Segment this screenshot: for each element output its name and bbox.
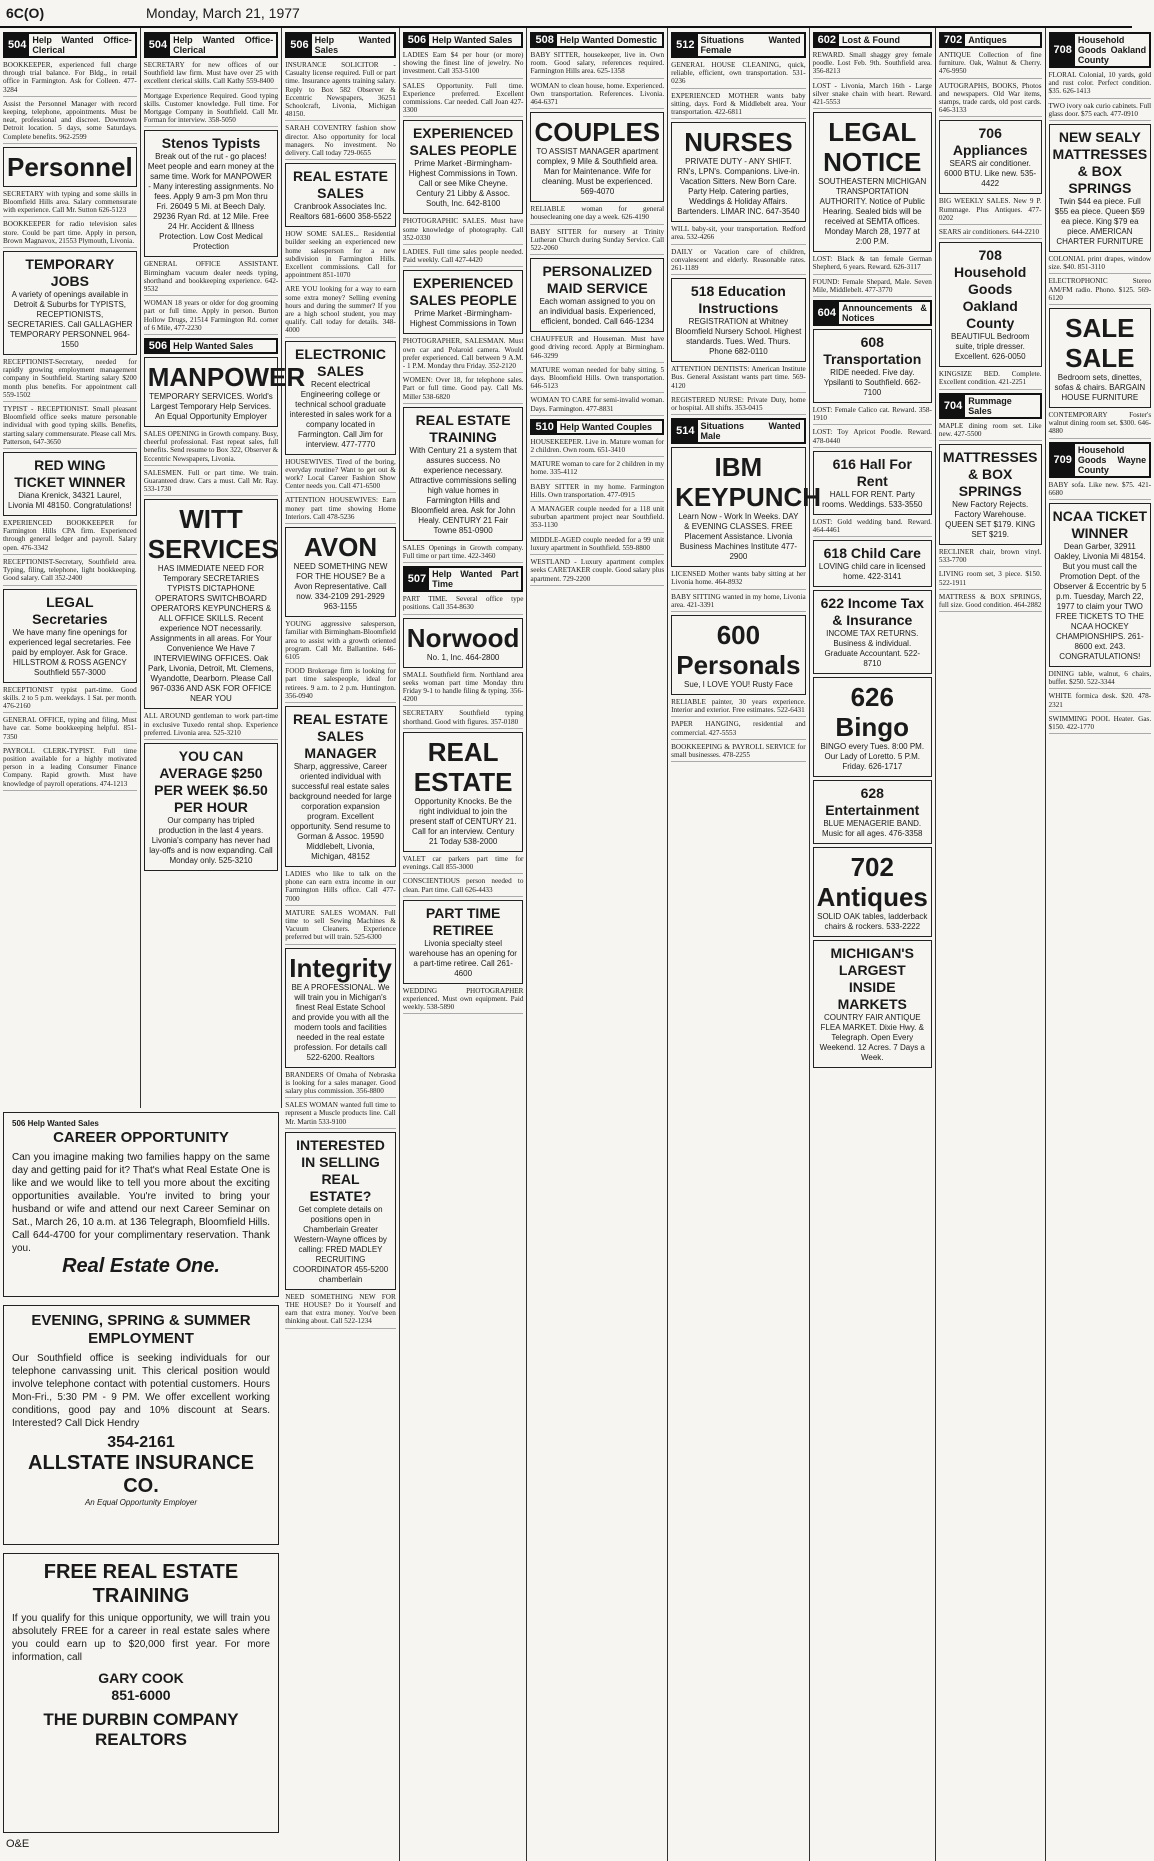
classified-ad: LADIES. Full time sales people needed. Paid weekly. Call 427-4420 (403, 248, 524, 267)
display-ad-body: Prime Market -Birmingham- Highest Commissions in Town (409, 309, 517, 329)
display-ad-headline: Stenos Typists (161, 135, 261, 152)
column-5 (527, 28, 668, 1861)
display-ad (285, 1132, 396, 1290)
section-number: 704 (941, 395, 965, 417)
section-header (285, 32, 396, 58)
display-ad-body: We have many fine openings for experienced legal secretaries. Fee paid by employer. Ask for Grace. HILLSTROM & ROSS AGENCY Southfield 557-3000 (8, 627, 131, 677)
display-ad (144, 499, 279, 709)
classified-ad: PAPER HANGING, residential and commercial. 427-5553 (671, 720, 806, 739)
classified-ad: SARAH COVENTRY fashion show director. Also opportunity for local managers. No investment. No delivery. Call today 729-0655 (285, 124, 396, 160)
allstate-tagline: An Equal Opportunity Employer (84, 1498, 198, 1507)
section-header (530, 419, 664, 435)
display-ad-headline: AVON (303, 532, 378, 563)
section-header (939, 393, 1042, 419)
display-ad-headline: REAL ESTATE TRAINING (415, 411, 511, 445)
display-ad-body: Prime Market -Birmingham- Highest Commissions in Town. Call or see Mike Cheyne. Century 21 Libby & Assoc. South, Inc. 642-8100 (408, 159, 518, 209)
footer-mark: O&E (6, 1838, 30, 1850)
display-ad-body: TO ASSIST MANAGER apartment complex, 9 Mile & Southfield area. Man for Maintenance. Wife for cleaning. Must be experienced. 569-4070 (536, 147, 659, 197)
classified-ad: TWO ivory oak curio cabinets. Full glass door. $75 each. 477-0910 (1049, 102, 1152, 121)
display-ad (813, 112, 932, 252)
display-ad-headline: YOU CAN AVERAGE $250 PER WEEK $6.50 PER HOUR (154, 748, 268, 816)
issue-date: Monday, March 21, 1977 (146, 5, 300, 21)
section-header (144, 338, 279, 354)
display-ad (3, 452, 137, 516)
page-number: 6C(O) (6, 5, 45, 21)
section-title: Household Goods Wayne County (1077, 444, 1147, 475)
display-ad-body: HALL FOR RENT. Party rooms. Weddings. 533-3550 (822, 489, 923, 509)
classified-ad: ATTENTION HOUSEWIVES: Earn money part time showing Home Interiors. Call 478-5236 (285, 496, 396, 524)
display-ad-body: RIDE needed. Five day. Ypsilanti to Southfield. 662-7100 (823, 368, 921, 398)
classified-ad: WOMEN: Over 18, for telephone sales. Part or full time. Good pay. Call Ms. Miller 538-6820 (403, 376, 524, 404)
display-ad (3, 589, 137, 683)
classified-ad: ARE YOU looking for a way to earn some extra money? Selling evening hours and during the summer? If you are a high school student, you may qualify. Call today for details. 348-4000 (285, 285, 396, 337)
allstate-phone: 354-2161 (107, 1434, 175, 1451)
column-2 (141, 28, 306, 1108)
display-ad (671, 278, 806, 362)
display-ad-headline: 618 Child Care (823, 545, 921, 562)
display-ad (939, 120, 1042, 194)
display-ad-body: A variety of openings available in Detroit & Suburbs for TYPISTS, RECEPTIONISTS, SECRETARIES. Call GALLAGHER TEMPORARY PERSONNEL 964-1550 (7, 290, 133, 350)
classified-ad: BIG WEEKLY SALES. New 9 P. Rummage. Plus Antiques. 477-0202 (939, 197, 1042, 225)
display-ad-body: INCOME TAX RETURNS. Business & individual. Graduate Accountant. 522-8710 (824, 629, 921, 669)
section-title: Help Wanted Part Time (432, 569, 519, 590)
display-ad-headline: MATTRESSES & BOX SPRINGS (942, 449, 1038, 500)
classified-ad: HOW SOME SALES... Residential builder seeking an experienced new home salesperson for a new subdivision in Farmington Hills. Excellent commissions. Call for appointment 851-1070 (285, 230, 396, 282)
display-ad (3, 251, 137, 355)
classified-ad: ATTENTION DENTISTS: American Institute Bus. General Assistant wants part time. 569-4120 (671, 365, 806, 393)
display-ad-headline: 608 Transportation (823, 334, 922, 368)
section-title: Household Goods Oakland County (1077, 35, 1147, 65)
section-header (3, 32, 137, 58)
display-ad-headline: REAL ESTATE SALES MANAGER (293, 710, 388, 761)
display-ad (144, 130, 279, 257)
display-ad-body: Opportunity Knocks. Be the right individual to join the present staff of CENTURY 21. Call for an interview. Century 21 Today 538-2000 (409, 796, 517, 846)
classified-ad: LOST - Livonia, March 16th - Large silver snake chain with heart. Reward. 421-5553 (813, 82, 932, 110)
display-ad-headline: Norwood (406, 622, 520, 653)
display-ad-body: Twin $44 ea piece. Full $55 ea piece. Queen $59 ea piece. King $79 ea piece. AMERICAN CHARTER FURNITURE (1054, 197, 1145, 247)
section-number: 506 (146, 340, 170, 352)
classified-ad: WESTLAND - Luxury apartment complex seeks CARETAKER couple. Good salary plus apartment. 729-2200 (530, 558, 664, 586)
section-number: 504 (146, 34, 170, 56)
section-header (403, 32, 524, 48)
classified-ad: BOOKKEEPER for radio television sales store. Could be part time. Apply in person, Brown Magnavox, 21553 Plymouth, Livonia. (3, 220, 137, 248)
display-ad-body: Get complete details on positions open in Chamberlain Greater Western-Wayne offices by calling: FRED MADLEY RECRUITING COORDINATOR 455-5200 chamberlain (292, 1204, 389, 1284)
section-title: Help Wanted Sales (314, 35, 391, 55)
display-ad (530, 258, 664, 332)
classified-ad: PAYROLL CLERK-TYPIST. Full time position available for a highly motivated person in a leading Consumer Finance Company. Rapid growth. Must have knowledge of payroll operations. 474-1213 (3, 747, 137, 791)
classified-ad: SALES Openings in Growth company. Full time or part time. 422-3460 (403, 544, 524, 563)
section-title: Help Wanted Sales (173, 341, 254, 352)
display-ad-headline: Integrity (289, 952, 392, 983)
display-ad-headline: NEW SEALY MATTRESSES & BOX SPRINGS (1052, 129, 1148, 197)
classified-ad: RECLINER chair, brown vinyl. 533-7700 (939, 548, 1042, 567)
display-ad-body: New Factory Rejects. Factory Warehouse. QUEEN SET $179. KING SET $219. (945, 500, 1036, 540)
classified-ad: WOMAN to clean house, home. Experienced. Own transportation. References. Livonia. 464-6371 (530, 82, 664, 110)
column-9 (1046, 28, 1154, 1861)
display-ad-headline: IBM KEYPUNCH (675, 452, 822, 513)
classified-ad: REWARD. Small shaggy grey female poodle. Lost Feb. 9th. Southfield area. 356-8213 (813, 51, 932, 79)
section-number: 506 (405, 34, 429, 46)
display-ad-headline: ELECTRONIC SALES (295, 345, 386, 379)
classified-ad: LADIES Earn $4 per hour (or more) showing the finest line of jewelry. No investment. Call 353-5100 (403, 51, 524, 79)
display-ad (813, 847, 932, 937)
display-ad-headline: 706 Appliances (952, 125, 1028, 159)
classified-ad: DINING table, walnut, 6 chairs, buffet. $250. 522-3344 (1049, 670, 1152, 689)
classified-ad: SALES Opportunity. Full time. Experience preferred. Excellent commissions. Car needed. Call Joan 427-3300 (403, 82, 524, 118)
display-ad-headline: EXPERIENCED SALES PEOPLE (409, 125, 517, 159)
display-ad (285, 527, 396, 617)
display-ad (813, 451, 932, 515)
display-ad-body: SEARS air conditioner. 6000 BTU. Like new. 535-4422 (944, 159, 1037, 189)
section-number: 604 (815, 302, 839, 324)
classified-ad: MIDDLE-AGED couple needed for a 99 unit luxury apartment in Southfield. 559-8800 (530, 536, 664, 555)
section-header (1049, 32, 1152, 68)
display-ad-headline: PERSONALIZED MAID SERVICE (542, 263, 653, 297)
display-ad-body: Cranbrook Associates Inc. Realtors 681-6600 358-5522 (289, 202, 392, 222)
display-ad-body: Diana Krenick, 34321 Laurel, Livonia MI 48150. Congratulations! (8, 491, 132, 511)
display-ad-body: LOVING child care in licensed home. 422-3141 (818, 562, 926, 582)
display-ad-body: BE A PROFESSIONAL. We will train you in Michigan's finest Real Estate School and provide you with all the modern tools and facilities needed in the real estate profession. For details call 522-6200. Realtors (291, 982, 390, 1062)
classified-ad: BABY SITTING wanted in my home, Livonia area. 421-3391 (671, 593, 806, 612)
display-ad-body: With Century 21 a system that assures success. No experience necessary. Attractive commissions selling high value homes in Farmington Hills and Bloomfield area. Ask for John Healy. CENTURY 21 Fair Towne 851-0900 (409, 445, 517, 535)
section-number: 709 (1051, 444, 1075, 476)
display-ad-body: Break out of the rut - go places! Meet people and earn money at the same time. Work for MANPOWER - Many interesting assignments. No fees. Apply 9 am-3 pm Mon thru Fri. 26049 5 Mi. at Beech Daly. 29236 Ryan Rd. at 12 Mile. Free 24 Hr. Accident & Illness Protection. Low Cost Medical Protection (147, 152, 275, 252)
section-header (939, 32, 1042, 48)
display-ad-body: Our company has tripled production in the last 4 years. Livonia's company has never had lay-offs and is now expanding. Call Monday only. 525-3210 (149, 816, 273, 866)
real-estate-one-logo: Real Estate One. (62, 1255, 220, 1277)
career-section-label: 506 Help Wanted Sales (12, 1119, 99, 1128)
classified-ad: INSURANCE SOLICITOR - Casualty license required. Full or part time. Insurance agents training salary. Reply to Box 582 Observer & Eccentric Newspapers, 36251 Schoolcraft, Livonia, Michigan 48150. (285, 61, 396, 121)
classified-ad: WEDDING PHOTOGRAPHER experienced. Must own equipment. Paid weekly. 538-5890 (403, 987, 524, 1015)
section-header (813, 300, 932, 326)
classified-ad: GENERAL HOUSE CLEANING, quick, reliable, efficient, own transportation. 531-0236 (671, 61, 806, 89)
classified-ad: ELECTROPHONIC Stereo AM/FM radio. Phono. $125. 569-6120 (1049, 277, 1152, 305)
classified-ad: A MANAGER couple needed for a 118 unit suburban apartment project near Southfield. 353-1130 (530, 505, 664, 533)
classified-ad: WILL baby-sit, your transportation. Redford area. 532-4266 (671, 225, 806, 244)
classified-ad: ALL AROUND gentleman to work part-time in exclusive Tuxedo rental shop. Experience preferred. Livonia area. 525-3210 (144, 712, 279, 740)
section-title: Situations Wanted Male (700, 421, 801, 442)
display-ad-body: REGISTRATION at Whitney Bloomfield Nursery School. Highest standards. Tues. Wed. Thurs. Phone 682-0110 (675, 317, 802, 357)
display-ad-body: Livonia specialty steel warehouse has an opening for a part-time retiree. Call 261-4600 (409, 938, 517, 978)
display-ad-headline: PART TIME RETIREE (425, 904, 501, 938)
display-ad (403, 618, 524, 668)
column-1 (0, 28, 141, 1108)
classified-ad: LOST: Toy Apricot Poodle. Reward. 478-0440 (813, 428, 932, 447)
classified-ad: MATURE woman to care for 2 children in my home. 335-4112 (530, 460, 664, 479)
display-ad-body: Learn Now - Work In Weeks. DAY & EVENING CLASSES. FREE Placement Assistance. Livonia Business Machines Institute 477-2900 (678, 512, 799, 562)
section-title: Antiques (968, 35, 1007, 45)
classified-ad: WHITE formica desk. $20. 478-2321 (1049, 692, 1152, 711)
classified-ad: RECEPTIONIST-Secretary, needed for rapidly growing employment management company in Southfield. Starting salary $200 month plus benefits. For appointment call 559-1502 (3, 358, 137, 402)
display-ad (813, 540, 932, 587)
display-ad (144, 743, 279, 871)
classified-ad: PHOTOGRAPHER, SALESMAN. Must own car and Polaroid camera. Would prefer experienced. Call between 9 A.M. - 1 P.M. Monday thru Friday. 352-2120 (403, 337, 524, 373)
display-ad (285, 341, 396, 455)
section-title: Help Wanted Couples (559, 421, 652, 432)
display-ad-body: TEMPORARY SERVICES. World's Largest Temporary Help Services. An Equal Opportunity Employer (149, 392, 273, 422)
classified-ad: FOOD Brokerage firm is looking for part time salespeople, ideal for retirees. 9 a.m. to 2 p.m. Huntington. 356-0940 (285, 667, 396, 703)
section-number: 510 (532, 421, 556, 433)
classified-ad: BABY SITTER for nursery at Trinity Lutheran Church during Sunday Service. Call 522-2060 (530, 228, 664, 256)
display-ad (3, 147, 137, 187)
classified-ad: RELIABLE woman for general housecleaning one day a week. 626-4190 (530, 205, 664, 224)
classified-ad: EXPERIENCED BOOKKEEPER for Farmington Hills CPA firm. Experienced through general ledger and payroll. Salary open. 476-3342 (3, 519, 137, 555)
display-ad-body: BEAUTIFUL Bedroom suite, triple dresser. Excellent. 626-0050 (950, 332, 1030, 362)
display-ad-body: BLUE MENAGERIE BAND. Music for all ages. 476-3358 (822, 819, 923, 839)
classified-ad: BOOKKEEPING & PAYROLL SERVICE for small businesses. 478-2255 (671, 743, 806, 762)
classified-ad: RECEPTIONIST-Secretary, Southfield area. Typing, filing, telephone, light bookkeeping. Good salary. Call 352-2400 (3, 558, 137, 586)
classified-ad: RECEPTIONIST typist part-time. Good skills. 2 to 5 p.m. weekdays. 1 Sat. per month. 476-2160 (3, 686, 137, 714)
display-ad-headline: 702 Antiques (816, 852, 928, 913)
display-ad-body: Sue, I LOVE YOU! Rusty Face (683, 680, 793, 690)
classified-ad: Mortgage Experience Required. Good typing skills. Customer knowledge. Full time. For Mortgage Company in Southfield. Call Mr. Forman for interview. 358-5050 (144, 92, 279, 128)
section-title: Help Wanted Sales (432, 35, 513, 45)
career-body: Can you imagine making two families happy on the same day and getting paid for it? That's what Real Estate One is like and we would like to tell you more about the exciting opportunities available. You're invited to bring your husband or wife and attend our next Career Seminar on Sat., March 26, 10 a.m. at 136 Telegraph, Bloomfield Hills. Call 644-4700 for your complimentary reservation. Thank you. (12, 1152, 270, 1254)
classified-ad: BABY SITTER in my home. Farmington Hills. Own transportation. 477-0915 (530, 483, 664, 502)
display-ad (530, 112, 664, 202)
classified-ad: LICENSED Mother wants baby sitting at her Livonia home. 464-8932 (671, 570, 806, 589)
section-number: 504 (5, 34, 29, 56)
classified-ad: YOUNG aggressive salesperson, familiar with Birmingham-Bloomfield area to assist with a growth oriented program. Call Mr. Ballantine. 646-6105 (285, 620, 396, 664)
career-opportunity-ad (3, 1112, 279, 1297)
display-ad-headline: REAL ESTATE SALES (293, 168, 388, 202)
display-ad (285, 163, 396, 227)
column-3 (282, 28, 400, 1861)
section-header (671, 418, 806, 444)
section-title: Announcements & Notices (842, 303, 927, 324)
classified-ad: LOST: Gold wedding band. Reward. 464-4461 (813, 518, 932, 537)
classified-ad: LADIES who like to talk on the phone can earn extra income in our Farmington Hills office. Call 477-7000 (285, 870, 396, 906)
display-ad-headline: LEGAL Secretaries (32, 593, 108, 627)
section-number: 708 (1051, 34, 1075, 66)
allstate-ad (3, 1305, 279, 1545)
classified-ad: SWIMMING POOL Heater. Gas. $150. 422-1770 (1049, 715, 1152, 734)
display-ad-headline: 628 Entertainment (825, 785, 920, 819)
display-ad-body: Sharp, aggressive, Career oriented individual with successful real estate sales background needed for large corporation expansion program. Excellent opportunity. Send resume to Gorman & Assoc. 19590 Middlebelt, Livonia, Michigan, 48152 (289, 761, 392, 861)
section-header (144, 32, 279, 58)
section-title: Rummage Sales (968, 395, 1012, 416)
section-title: Lost & Found (842, 35, 900, 45)
classified-ad: SMALL Southfield firm. Northland area seeks woman part time Monday thru Friday 9-1 to handle filing & typing. 356-4200 (403, 671, 524, 707)
classified-ad: HOUSEWIVES. Tired of the boring, everyday routine? Want to get out & work? Local Career Fashion Show Center needs you. Call 471-6500 (285, 458, 396, 494)
display-ad-body: COUNTRY FAIR ANTIQUE FLEA MARKET. Dixie Hwy. & Telegraph. Open Every Weekend. 12 Acres. 7 Days a Week. (819, 1013, 925, 1063)
classified-ad: MATURE SALES WOMAN. Full time to sell Sewing Machines & Vacuum Cleaners. Experience preferred but will train. 525-6300 (285, 909, 396, 945)
column-8 (936, 28, 1046, 1861)
display-ad-headline: RED WING TICKET WINNER (14, 457, 126, 491)
section-header (530, 32, 664, 48)
display-ad-body: HAS IMMEDIATE NEED FOR Temporary SECRETARIES TYPISTS DICTAPHONE OPERATORS SWITCHBOARD OPERATORS KEYPUNCHERS & ALL OFFICE SKILLS. Recent experience NOT necessarily. Assignments in all areas. For Your Convenience We Have 7 INTERVIEWING OFFICES. Oak Park, Livonia, Detroit, Mt. Clemens, Wyandotte, Dearborn. Please Call 967-0336 AND ASK FOR OFFICE NEAR YOU (148, 564, 274, 704)
display-ad (1049, 308, 1152, 408)
display-ad (813, 329, 932, 403)
display-ad-body: SOUTHEASTERN MICHIGAN TRANSPORTATION AUTHORITY. Notice of Public Hearing. Sealed bids will be received at SEMTA offices. Monday March 28, 1977 at 2:00 P.M. (818, 177, 927, 247)
display-ad (144, 357, 306, 427)
display-ad-body: No. 1, Inc. 464-2800 (426, 652, 500, 662)
display-ad-headline: 600 Personals (676, 620, 801, 681)
classified-ad: SECRETARY for new offices of our Southfield law firm. Must have over 25 with excellent clerical skills. Call Kathy 559-8400 (144, 61, 279, 89)
display-ad (671, 447, 822, 567)
section-title: Help Wanted Domestic (559, 35, 657, 45)
section-number: 508 (532, 34, 556, 46)
display-ad (1049, 124, 1152, 252)
classified-ad: TYPIST - RECEPTIONIST. Small pleasant Bloomfield office seeks mature personable individual with good typing skills. Benefits, starting salary commensurate. Please call Mrs. Patterson, 647-3650 (3, 405, 137, 449)
display-ad (813, 780, 932, 844)
classified-ad: LOST: Female Calico cat. Reward. 358-1910 (813, 406, 932, 425)
display-ad-headline: 518 Education Instructions (690, 283, 786, 317)
display-ad (285, 948, 396, 1068)
display-ad-headline: REAL ESTATE (413, 736, 513, 797)
display-ad-body: Recent electrical Engineering college or technical school graduate interested in sales work for a company located in Farmington. Call Jim for interview. 477-7770 (289, 379, 392, 449)
classified-ad: MATURE woman needed for baby sitting. 5 days. Bloomfield Hills. Own transportation. 646-5123 (530, 366, 664, 394)
classified-ad: SECRETARY with typing and some skills in Bloomfield Hills area. Salary commensurate with experience. Call Mr. Sutton 626-5123 (3, 190, 137, 218)
classified-ad: GENERAL OFFICE ASSISTANT. Birmingham vacuum dealer needs typing, shorthand and bookkeeping experience. 642-9532 (144, 260, 279, 296)
display-ad-headline: SALE SALE (1065, 313, 1135, 374)
display-ad (939, 444, 1042, 545)
section-title: Situations Wanted Female (700, 35, 801, 55)
section-header (1049, 442, 1152, 478)
display-ad-headline: EXPERIENCED SALES PEOPLE (409, 275, 517, 309)
durbin-phone: 851-6000 (111, 1687, 171, 1703)
classified-ad: GENERAL OFFICE, typing and filing. Must have car. Some bookkeeping helpful. 851-7350 (3, 716, 137, 744)
classified-ad: EXPERIENCED MOTHER wants baby sitting, days. Ford & Middlebelt area. Your transportation. 422-6811 (671, 92, 806, 120)
section-number: 602 (815, 34, 839, 46)
masthead (0, 0, 1132, 28)
display-ad (403, 120, 524, 214)
classified-ad: WOMAN TO CARE for semi-invalid woman. Days. Farmington. 477-8831 (530, 396, 664, 415)
classified-ad: COLONIAL print drapes, window size. $40. 851-3110 (1049, 255, 1152, 274)
display-ad-headline: COUPLES (534, 117, 661, 148)
allstate-body: Our Southfield office is seeking individuals for our telephone canvassing unit. This clerical position would involve telephone contact with potential customers. Hours Mon-Fri., 5:30 PM - 9 PM. We offer excellent working conditions, good pay and 10% discount at Sears. Interested? Call Dick Hendry (12, 1353, 270, 1429)
classified-ad: SALES WOMAN wanted full time to represent a Muscle products line. Call Mr. Martin 533-9100 (285, 1101, 396, 1129)
classified-ad: CONSCIENTIOUS person needed to clean. Part time. Call 626-4433 (403, 877, 524, 896)
display-ad (813, 677, 932, 777)
classified-ad: FOUND: Female Shepard, Male. Seven Mile, Middlebelt. 477-3770 (813, 278, 932, 297)
classified-ad: Assist the Personnel Manager with record keeping, telephone, appointments. Must be neat, professional and discreet. Downtown Detroit location. 5 days, some Saturdays. Complete benefits. 962-2599 (3, 100, 137, 144)
display-ad (671, 615, 806, 695)
classified-ad: BABY SITTER, housekeeper, live in. Own room. Good salary, references required. Farmington Hills area. 625-1358 (530, 51, 664, 79)
durbin-contact: GARY COOK (98, 1670, 184, 1686)
display-ad-body: PRIVATE DUTY - ANY SHIFT. RN's, LPN's. Companions. Live-in. Vacation Sitters. New Born Care. Party Help. Catering parties, Weddings & Holiday Affairs. Bartenders. LIMAR INC. 647-3540 (677, 157, 800, 217)
classified-ad: BABY sofa. Like new. $75. 421-6680 (1049, 481, 1152, 500)
display-ad-body: Dean Garber, 32911 Oakley, Livonia Mi 48154. But you must call the Promotion Dept. of the Observer & Eccentric by 5 p.m. Tuesday, March 22, 1977 to claim your TWO FREE TICKETS TO THE NCAA HOCKEY CHAMPIONSHIPS. 261-8600 ext. 243. CONGRATULATIONS! (1053, 542, 1147, 662)
classified-ad: KINGSIZE BED. Complete. Excellent condition. 421-2251 (939, 370, 1042, 389)
section-header (671, 32, 806, 58)
classified-ad: SEARS air conditioners. 644-2210 (939, 228, 1042, 239)
display-ad-body: SOLID OAK tables, ladderback chairs & rockers. 533-2222 (817, 912, 928, 932)
display-ad-body: Bedroom sets, dinettes, sofas & chairs. BARGAIN HOUSE FURNITURE (1054, 373, 1146, 403)
display-ad-body: BINGO every Tues. 8:00 PM. Our Lady of Loretto. 5 P.M. Friday. 626-1717 (820, 742, 925, 772)
display-ad (939, 242, 1042, 367)
classified-ad: LIVING room set, 3 piece. $150. 522-1911 (939, 570, 1042, 589)
classified-ad: MATTRESS & BOX SPRINGS, full size. Good condition. 464-2882 (939, 593, 1042, 612)
display-ad-headline: 708 Household Goods Oakland County (954, 247, 1027, 332)
durbin-body: If you qualify for this unique opportunity, we will train you absolutely FREE for a career in real estate sales where you could earn up to $20,000 first year. For more information, call (12, 1613, 270, 1663)
display-ad (671, 122, 806, 222)
classified-ad: SALES OPENING in Growth company. Busy, cheerful professional. Fast repeat sales, full benefits. Send resume to Box 322, Observer & Eccentric Newspapers, Livonia. (144, 430, 279, 466)
allstate-logo: ALLSTATE INSURANCE CO. (28, 1452, 254, 1497)
classified-ad: WOMAN 18 years or older for dog grooming part or full time. Apply in person. Burton Hollow Drugs, 21514 Farmington Rd. corner of 6 Mile, 477-2230 (144, 299, 279, 335)
display-ad-headline: 622 Income Tax & Insurance (820, 595, 924, 629)
display-ad-headline: MICHIGAN'S LARGEST INSIDE MARKETS (830, 945, 914, 1013)
durbin-ad (3, 1553, 279, 1833)
classified-ad: AUTOGRAPHS, BOOKS, Photos and newspapers. Old War items, stamps, trade cards, old post cards. 646-3133 (939, 82, 1042, 118)
display-ad-headline: INTERESTED IN SELLING REAL ESTATE? (296, 1136, 385, 1204)
section-title: Help Wanted Office-Clerical (173, 35, 274, 55)
section-number: 702 (941, 34, 965, 46)
classified-ad: PART TIME. Several office type positions. Call 354-8630 (403, 595, 524, 614)
classified-ad: CONTEMPORARY Foster's walnut dining room set. $300. 646-4880 (1049, 411, 1152, 439)
classified-ad: BRANDERS Of Omaha of Nebraska is looking for a sales manager. Good salary plus commission. 356-8800 (285, 1071, 396, 1099)
section-title: Help Wanted Office-Clerical (32, 35, 132, 55)
section-number: 507 (405, 568, 429, 590)
classified-ad: ANTIQUE Collection of fine furniture. Oak, Walnut & Cherry. 476-9950 (939, 51, 1042, 79)
classified-ad: REGISTERED NURSE: Private Duty, home or hospital. All shifts. 353-0415 (671, 396, 806, 415)
allstate-headline: EVENING, SPRING & SUMMER EMPLOYMENT (31, 1312, 251, 1347)
display-ad-headline: Personnel (7, 151, 133, 182)
classified-ad: PHOTOGRAPHIC SALES. Must have some knowledge of photography. Call 352-0330 (403, 217, 524, 245)
display-ad-headline: WITT SERVICES (147, 504, 279, 565)
section-header (813, 32, 932, 48)
section-number: 514 (673, 420, 697, 442)
display-ad (813, 590, 932, 674)
display-ad-headline: TEMPORARY JOBS (25, 256, 115, 290)
column-4 (400, 28, 528, 1861)
classified-ad: SALESMEN. Full or part time. We train. Guaranteed draw. Cars a must. Call Mr. Ray. 533-1730 (144, 469, 279, 497)
classified-ad: DAILY or Vacation care of children, convalescent and elderly. Reasonable rates. 261-1189 (671, 248, 806, 276)
career-headline: CAREER OPPORTUNITY (53, 1129, 229, 1146)
display-ad (813, 940, 932, 1068)
display-ad (403, 900, 524, 984)
durbin-headline: FREE REAL ESTATE TRAINING (43, 1561, 239, 1607)
durbin-logo: THE DURBIN COMPANY REALTORS (43, 1710, 239, 1749)
classified-ad: CHAUFFEUR and Houseman. Must have good driving record. Apply at Birmingham. 646-3299 (530, 335, 664, 363)
display-ad (285, 706, 396, 867)
classified-ad: MAPLE dining room set. Like new. 427-5500 (939, 422, 1042, 441)
display-ad-headline: LEGAL NOTICE (823, 117, 922, 178)
classified-ad: BOOKKEEPER, experienced full charge through trial balance. For Bldg., in retail office in Farmington. Ask for Colleen. 477-3284 (3, 61, 137, 97)
classified-ad: HOUSEKEEPER. Live in. Mature woman for 2 children. Own room. 651-3410 (530, 438, 664, 457)
display-ad-body: Each woman assigned to you on an individual basis. Experienced, efficient, bonded. Call 646-1234 (539, 297, 656, 327)
section-number: 506 (287, 34, 311, 56)
display-ad-headline: NURSES (684, 127, 793, 158)
section-number: 512 (673, 34, 697, 56)
column-6 (668, 28, 822, 1861)
classified-ad: VALET car parkers part time for evenings. Call 855-3000 (403, 855, 524, 874)
display-ad (403, 407, 524, 541)
classified-ad: RELIABLE painter, 30 years experience. Interior and exterior. Free estimates. 522-6431 (671, 698, 806, 717)
classified-ad: NEED SOMETHING NEW FOR THE HOUSE? Do it Yourself and earn that extra money. You've been thinking about. Call 522-1234 (285, 1293, 396, 1329)
display-ad-headline: 616 Hall For Rent (832, 455, 912, 489)
display-ad (403, 270, 524, 334)
display-ad-headline: NCAA TICKET WINNER (1052, 508, 1148, 542)
section-header (403, 566, 524, 592)
column-7 (810, 28, 936, 1861)
display-ad (1049, 503, 1152, 667)
display-ad-body: NEED SOMETHING NEW FOR THE HOUSE? Be a Avon Representative. Call now. 334-2109 291-2929 963-1155 (293, 562, 388, 612)
display-ad-headline: MANPOWER (147, 362, 306, 393)
display-ad (403, 732, 524, 852)
classified-ad: SECRETARY Southfield typing shorthand. Good with figures. 357-0180 (403, 709, 524, 728)
classified-ad: FLORAL Colonial, 10 yards, gold and rust color. Perfect condition. $35. 626-1413 (1049, 71, 1152, 99)
classified-ad: LOST: Black & tan female German Shepherd, 6 years. Reward. 626-3117 (813, 255, 932, 274)
display-ad-headline: 626 Bingo (835, 682, 910, 743)
